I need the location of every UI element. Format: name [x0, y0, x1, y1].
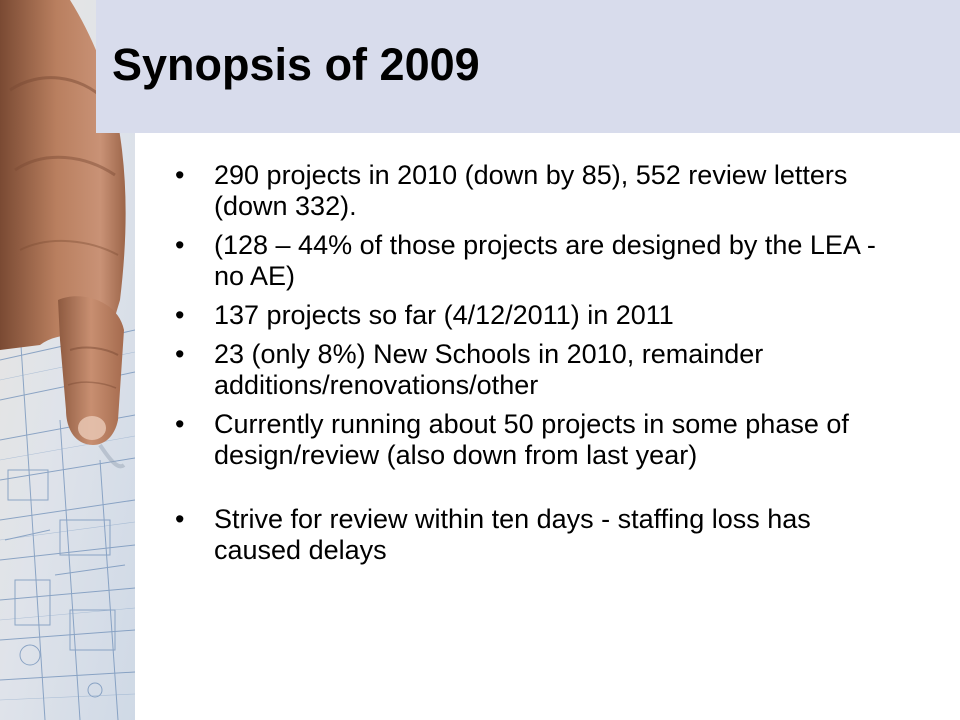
bullet-item	[172, 160, 902, 222]
bullet-item	[172, 300, 902, 331]
bullet-text: 23 (only 8%) New Schools in 2010, remainder additions/renovations/other	[214, 339, 764, 400]
bullet-glyph: •	[175, 339, 185, 369]
bullet-text: Strive for review within ten days - staffing loss has caused delays	[214, 504, 811, 565]
bullet-item	[172, 339, 902, 401]
bullet-text: Currently running about 50 projects in some phase of design/review (also down from last year)	[214, 409, 849, 470]
bullet-glyph: •	[175, 230, 185, 260]
bullet-list	[172, 160, 902, 566]
bullet-glyph: •	[175, 300, 185, 330]
bullet-text: 137 projects so far (4/12/2011) in 2011	[214, 300, 674, 330]
bullet-item	[172, 504, 902, 566]
bullet-text: (128 – 44% of those projects are designed by the LEA - no AE)	[214, 230, 876, 291]
bullet-item	[172, 230, 902, 292]
bullet-glyph: •	[175, 409, 185, 439]
bullet-glyph: •	[175, 160, 185, 190]
slide-title: Synopsis of 2009	[112, 39, 480, 90]
bullet-item	[172, 409, 902, 471]
bullet-text: 290 projects in 2010 (down by 85), 552 review letters (down 332).	[214, 160, 848, 221]
bullet-glyph: •	[175, 504, 185, 534]
